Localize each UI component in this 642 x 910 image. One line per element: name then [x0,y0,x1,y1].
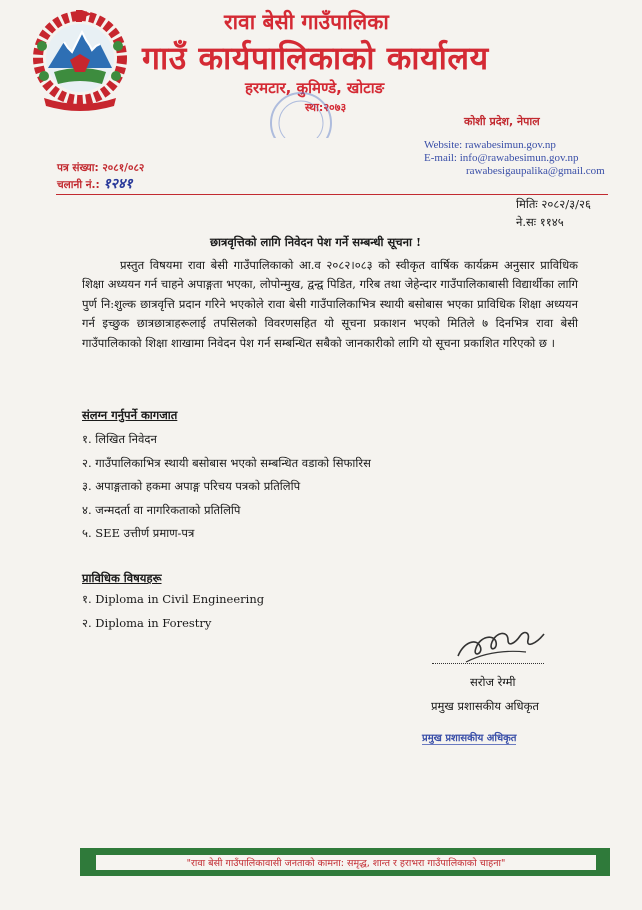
footer-slogan: "रावा बेसी गाउँपालिकावासी जनताको कामना: समृद्ध, शान्त र हराभरा गाउँपालिकाको चाहना" [186,858,506,869]
signature-icon [446,612,556,670]
office-address: हरमटार, कुमिण्डे, खोटाङ [245,79,385,97]
footer-inner [96,855,596,870]
documents-list [82,432,371,550]
list-item: २. गाउँपालिकाभित्र स्थायी बसोबास भएको सम्बन्धित वडाको सिफारिस [82,455,371,470]
documents-title: संलग्न गर्नुपर्ने कागजात [82,408,178,422]
list-item: २. Diploma in Forestry [82,615,212,630]
email-link[interactable]: E-mail: info@rawabesimun.gov.np [424,152,579,164]
notice-subject: छात्रवृत्तिको लागि निवेदन पेश गर्ने सम्बन्धी सूचना ! [210,235,422,249]
office-municipality-name: रावा बेसी गाउँपालिका [224,10,389,34]
miti-date: मितिः २०८२/३/२६ [516,197,591,211]
list-item: १. Diploma in Civil Engineering [82,592,265,606]
list-item: ३. अपाङ्गताको हकमा अपाङ्ग परिचय पत्रको प्रतिलिपि [82,479,301,494]
website-link[interactable]: Website: rawabesimun.gov.np [424,139,556,151]
notice-body: प्रस्तुत विषयमा रावा बेसी गाउँपालिकाको आ.व २०८२।०८३ को स्वीकृत वार्षिक कार्यक्रम अनुसार प्राविधिक शिक्षा अध्ययन गर्न चाहने अपाङ्गता भएका, लोपोन्मुख, द्वन्द्व पिडित, गरिब तथा जेहेन्दार गाउँपालिकाबासी विद्यार्थीका लागि पुर्ण नि:शुल्क छात्रवृत्ति प्रदान गरिने भएकोले रावा बेसी गाउँपालिकाभित्र स्थायी बसोबास भएका प्राविधिक शिक्षा अध्ययन गर्न इच्छुक छात्रछात्राहरूलाई तपसिलको विवरणसहित यो सूचना प्रकाशन भएको मितिले ७ दिनभित्र रावा बेसी गाउँपालिकाको शिक्षा शाखामा निवेदन पेश गर्न सम्बन्धित सबैको जानकारीको लागि यो सूचना प्रकाशित गरिएको छ । [82,258,578,350]
office-title: गाउँ कार्यपालिकाको कार्यालय [142,39,489,77]
technical-subjects-list [82,592,264,639]
round-stamp-icon [266,88,336,138]
chalani-label: चलानी नं.: [57,179,100,191]
signatory-name: सरोज रेग्मी [470,675,516,689]
reference-block [57,160,144,193]
nepal-emblem-icon [30,6,130,118]
email-alt-link[interactable]: rawabesigaupalika@gmail.com [466,165,605,177]
signatory-designation: प्रमुख प्रशासकीय अधिकृत [431,699,539,713]
province-label: कोशी प्रदेश, नेपाल [464,115,540,128]
list-item: ५. SEE उत्तीर्ण प्रमाण-पत्र [82,526,195,541]
designation-stamp: प्रमुख प्रशासकीय अधिकृत [422,730,516,745]
ne-sa-number: ने.सः ११४५ [516,215,564,229]
date-block [516,195,591,231]
list-item: १. लिखित निवेदन [82,432,157,446]
list-item: ४. जन्मदर्ता वा नागरिकताको प्रतिलिपि [82,502,241,517]
chalani-number [57,176,144,193]
chalani-value: १२४१ [103,176,133,192]
patra-sankhya: पत्र संख्या: २०८१/०८२ [57,162,145,174]
signature-line [432,663,544,664]
contact-block [424,139,605,178]
office-established: स्था:२०७३ [305,101,347,114]
technical-subjects-title: प्राविधिक विषयहरू [82,571,162,585]
